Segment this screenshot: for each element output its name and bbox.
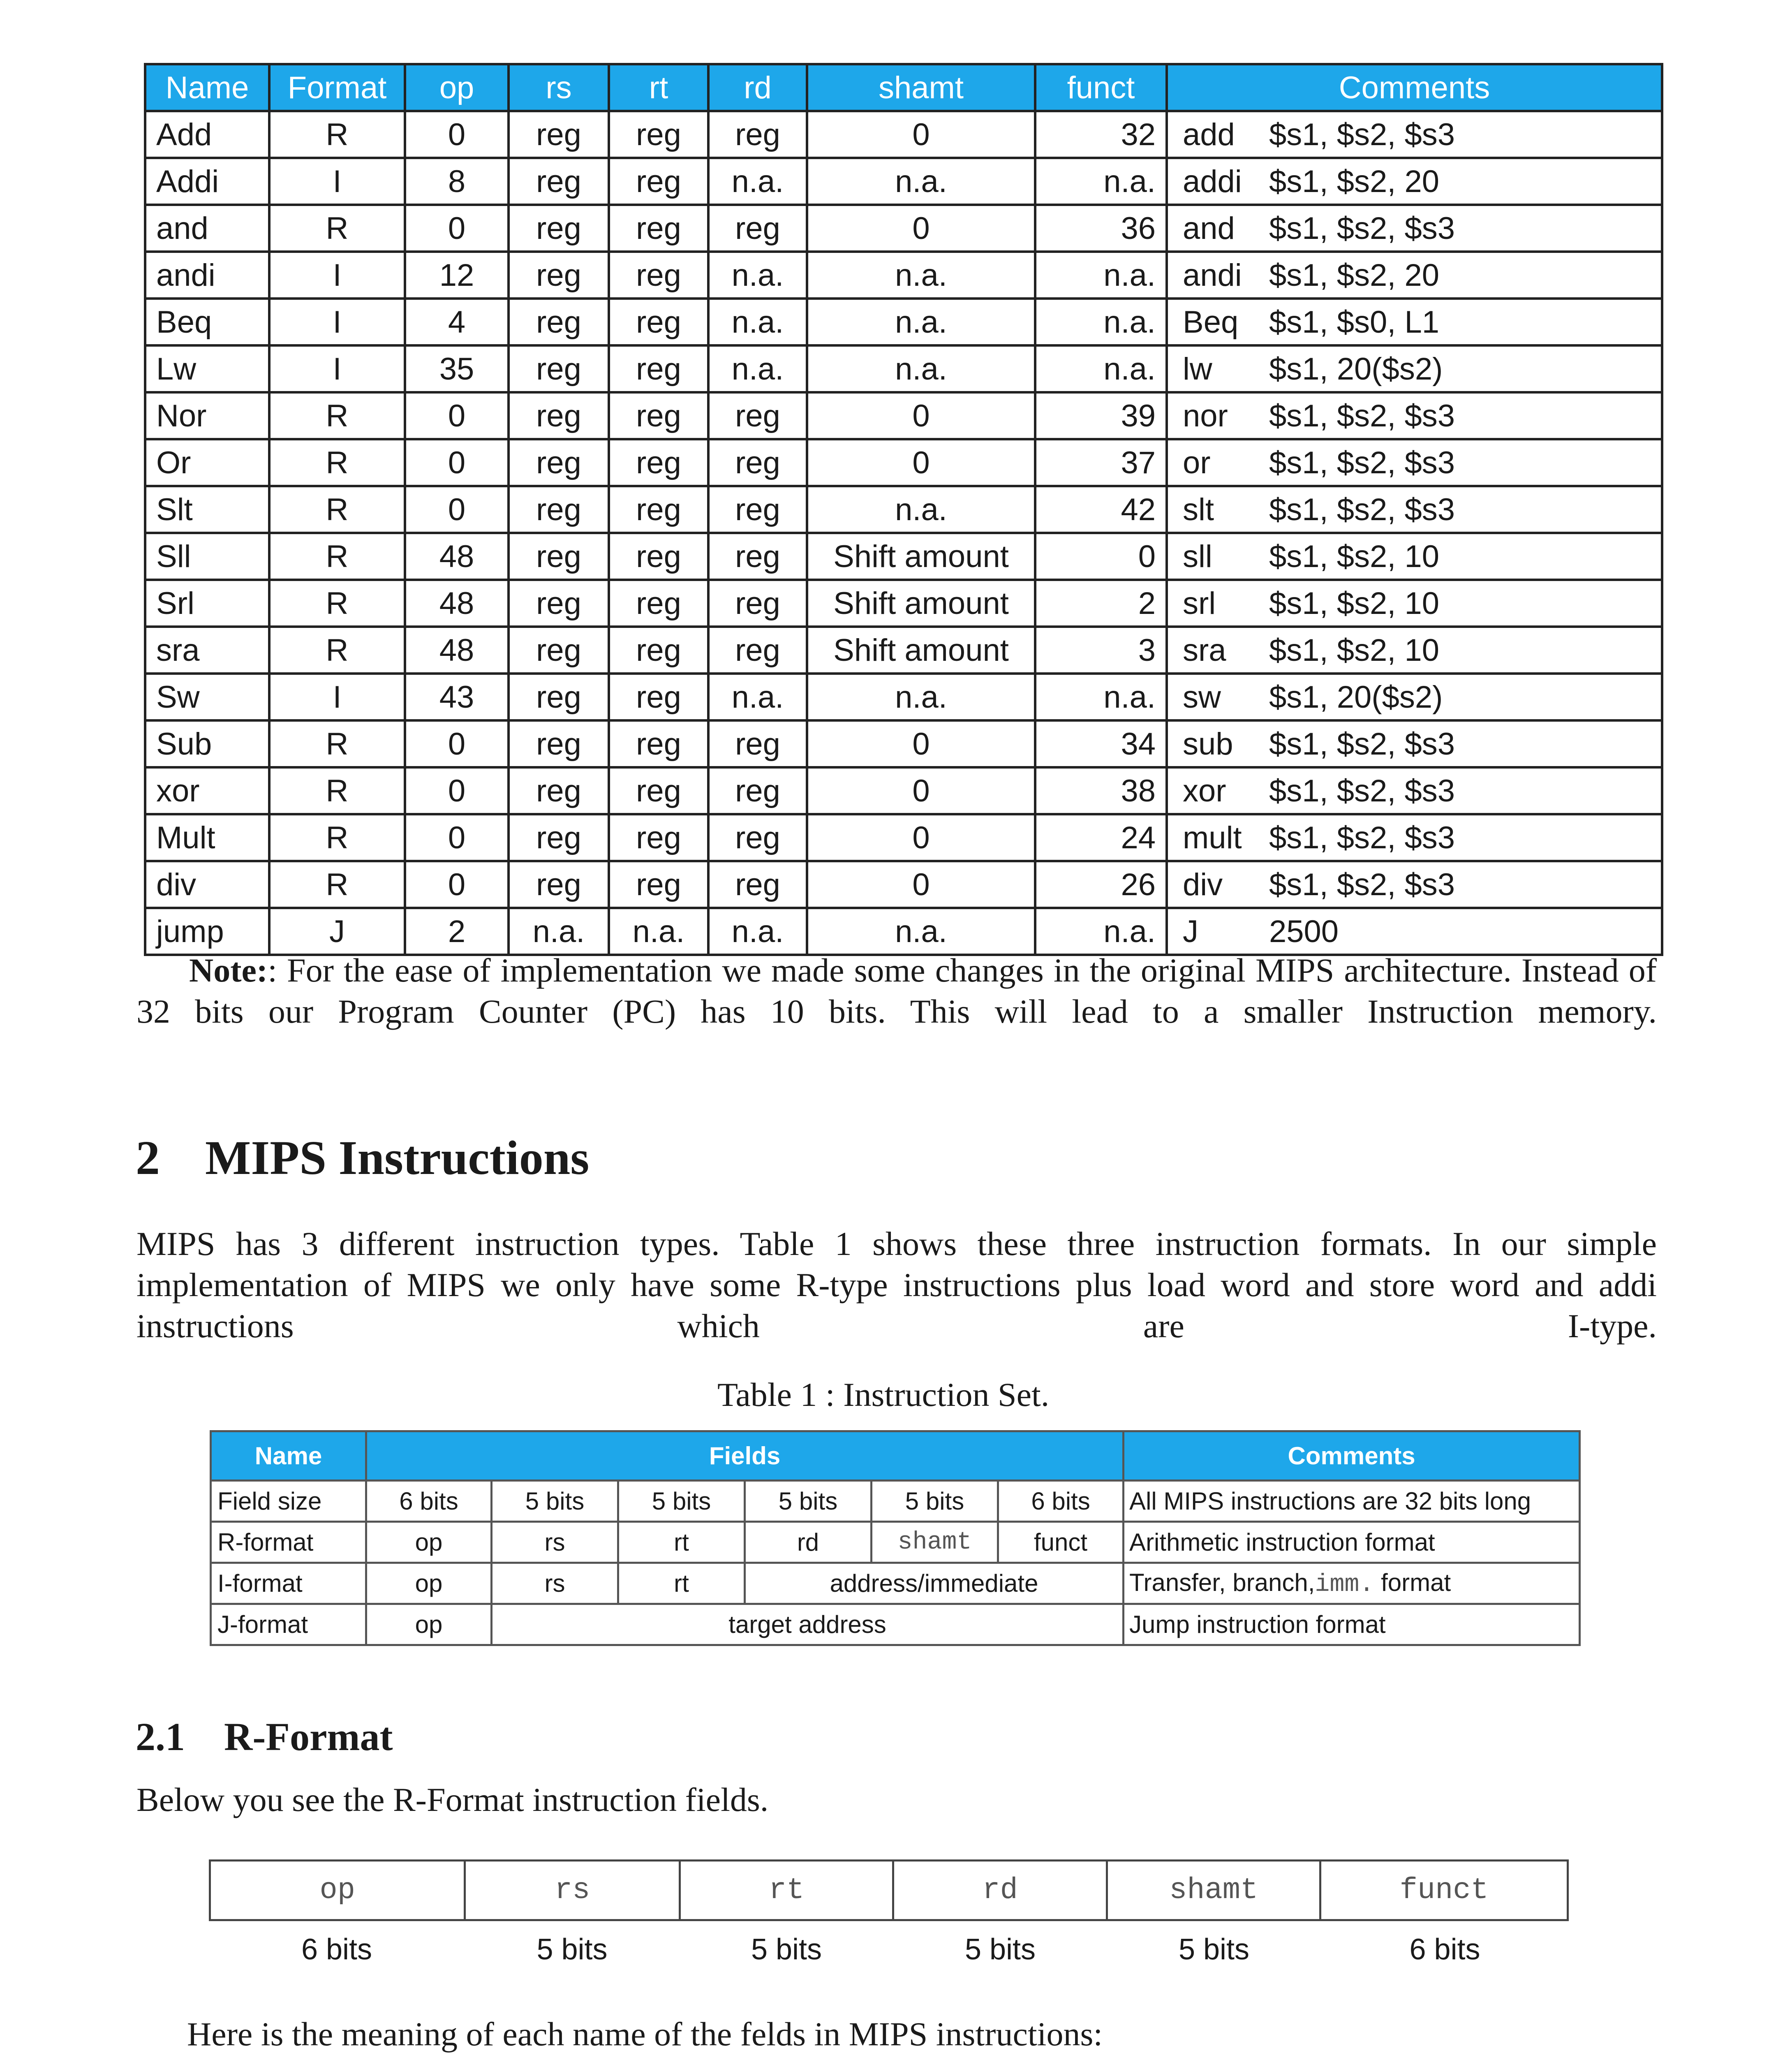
cell-rd: reg — [708, 720, 807, 767]
rformat-size-rt: 5 bits — [751, 1933, 822, 1966]
cell-rt: n.a. — [609, 908, 708, 955]
header-rt: rt — [609, 64, 708, 111]
rformat-field-rs: rs — [466, 1862, 680, 1919]
cell-op: 0 — [405, 392, 509, 439]
cell-rd: reg — [708, 767, 807, 814]
cell-rs: reg — [509, 439, 609, 486]
section-2-body: MIPS has 3 different instruction types. Table 1 shows these three instruction formats. In our simple implementation of MIPS we only have some R-type instructions plus load word and store word and addi instructions which are I-type. — [136, 1225, 1657, 1345]
format-cell: 5 bits — [618, 1481, 745, 1522]
comment-mnemonic: sra — [1183, 632, 1226, 668]
cell-comment — [1167, 158, 1662, 205]
rformat-field-rd: rd — [894, 1862, 1108, 1919]
cell-funct: n.a. — [1035, 674, 1167, 720]
cell-format: R — [269, 580, 405, 627]
cell-rs: reg — [509, 767, 609, 814]
cell-op: 0 — [405, 767, 509, 814]
cell-name: Sub — [145, 720, 269, 767]
format-cell: rt — [618, 1522, 745, 1563]
format-header-name: Name — [211, 1431, 366, 1481]
cell-shamt: n.a. — [807, 299, 1035, 345]
rformat-field-funct: funct — [1399, 1873, 1489, 1907]
comment-mnemonic: mult — [1183, 820, 1242, 855]
cell-rd: n.a. — [708, 158, 807, 205]
cell-rs: reg — [509, 392, 609, 439]
instruction-row — [145, 205, 1662, 252]
cell-name: Or — [145, 439, 269, 486]
rformat-field-shamt: shamt — [1108, 1862, 1322, 1919]
instruction-set-table — [144, 63, 1663, 956]
comment-mnemonic: addi — [1183, 164, 1242, 199]
comment-operands: $s1, $s2, $s3 — [1269, 211, 1455, 246]
instruction-row — [145, 674, 1662, 720]
cell-name: Lw — [145, 345, 269, 392]
cell-comment — [1167, 205, 1662, 252]
rformat-size-shamt: 5 bits — [1178, 1933, 1250, 1966]
rformat-size-rd: 5 bits — [964, 1933, 1036, 1966]
cell-op: 0 — [405, 720, 509, 767]
rformat-field-rt: rt — [681, 1862, 895, 1919]
comment-operands: 2500 — [1269, 914, 1339, 949]
format-cell: 6 bits — [366, 1481, 492, 1522]
cell-funct: n.a. — [1035, 158, 1167, 205]
cell-funct: 3 — [1035, 627, 1167, 674]
comment-operands: $s1, $s2, 20 — [1269, 257, 1440, 293]
table-1-caption: Table 1 : Instruction Set. — [717, 1376, 1050, 1413]
comment-mnemonic: J — [1183, 914, 1198, 949]
format-cell: op — [366, 1604, 492, 1645]
cell-shamt: n.a. — [807, 908, 1035, 955]
format-cell: rt — [618, 1563, 745, 1604]
cell-comment — [1167, 252, 1662, 299]
instruction-table-body — [145, 111, 1662, 955]
cell-funct: 34 — [1035, 720, 1167, 767]
cell-name: Add — [145, 111, 269, 158]
cell-format: R — [269, 439, 405, 486]
comment-mnemonic: xor — [1183, 773, 1226, 808]
format-cell: 5 bits — [872, 1481, 998, 1522]
header-format: Format — [269, 64, 405, 111]
section-2-1-body: Below you see the R-Format instruction fields. — [136, 1781, 769, 1818]
cell-rd: n.a. — [708, 908, 807, 955]
cell-format: R — [269, 205, 405, 252]
comment-operands: $s1, $s2, 20 — [1269, 164, 1440, 199]
cell-funct: 2 — [1035, 580, 1167, 627]
cell-rd: n.a. — [708, 299, 807, 345]
cell-format: R — [269, 861, 405, 908]
cell-rt: reg — [609, 486, 708, 533]
cell-format: R — [269, 392, 405, 439]
cell-rd: reg — [708, 392, 807, 439]
cell-funct: 26 — [1035, 861, 1167, 908]
cell-rt: reg — [609, 580, 708, 627]
section-2-number: 2 — [136, 1131, 160, 1185]
cell-name: xor — [145, 767, 269, 814]
instruction-row — [145, 580, 1662, 627]
format-cell: op — [366, 1522, 492, 1563]
cell-shamt: 0 — [807, 111, 1035, 158]
format-table-header — [211, 1431, 1580, 1481]
cell-name: jump — [145, 908, 269, 955]
instruction-row — [145, 767, 1662, 814]
cell-name: Srl — [145, 580, 269, 627]
cell-rt: reg — [609, 111, 708, 158]
cell-shamt: 0 — [807, 205, 1035, 252]
cell-rt: reg — [609, 627, 708, 674]
instruction-row — [145, 533, 1662, 580]
cell-name: Slt — [145, 486, 269, 533]
comment-operands: $s1, $s2, $s3 — [1269, 773, 1455, 808]
cell-name: Sll — [145, 533, 269, 580]
cell-format: R — [269, 767, 405, 814]
comment-operands: $s1, $s2, $s3 — [1269, 398, 1455, 433]
cell-op: 0 — [405, 486, 509, 533]
cell-rd: n.a. — [708, 252, 807, 299]
cell-comment — [1167, 392, 1662, 439]
cell-funct: 36 — [1035, 205, 1167, 252]
cell-rd: n.a. — [708, 345, 807, 392]
cell-rd: n.a. — [708, 674, 807, 720]
instruction-row — [145, 252, 1662, 299]
cell-rd: reg — [708, 814, 807, 861]
cell-comment — [1167, 439, 1662, 486]
cell-name: Nor — [145, 392, 269, 439]
comment-operands: $s1, $s2, 10 — [1269, 632, 1440, 668]
cell-comment — [1167, 627, 1662, 674]
cell-rd: reg — [708, 627, 807, 674]
cell-comment — [1167, 674, 1662, 720]
format-comment-a: Transfer, branch, — [1129, 1568, 1315, 1596]
cell-rt: reg — [609, 674, 708, 720]
format-comment-c: format — [1374, 1568, 1451, 1596]
cell-name: Beq — [145, 299, 269, 345]
cell-op: 4 — [405, 299, 509, 345]
section-2-1-heading — [136, 1714, 393, 1760]
cell-shamt: n.a. — [807, 345, 1035, 392]
comment-operands: $s1, $s2, 10 — [1269, 586, 1440, 621]
cell-format: R — [269, 486, 405, 533]
cell-rd: reg — [708, 486, 807, 533]
cell-op: 0 — [405, 205, 509, 252]
format-cell: address/immediate — [745, 1563, 1124, 1604]
comment-mnemonic: slt — [1183, 492, 1214, 527]
cell-shamt: 0 — [807, 720, 1035, 767]
cell-rt: reg — [609, 205, 708, 252]
cell-format: R — [269, 627, 405, 674]
cell-shamt: 0 — [807, 814, 1035, 861]
note-paragraph — [136, 950, 1657, 1032]
comment-mnemonic: Beq — [1183, 304, 1239, 340]
instruction-row — [145, 861, 1662, 908]
cell-rs: reg — [509, 674, 609, 720]
comment-operands: $s1, $s0, L1 — [1269, 304, 1440, 340]
cell-op: 35 — [405, 345, 509, 392]
cell-op: 0 — [405, 111, 509, 158]
format-row-name: J-format — [211, 1604, 366, 1645]
note-label: Note: — [189, 952, 268, 989]
header-rs: rs — [509, 64, 609, 111]
cell-rt: reg — [609, 392, 708, 439]
cell-format: I — [269, 252, 405, 299]
header-rd: rd — [708, 64, 807, 111]
comment-operands: $s1, 20($s2) — [1269, 351, 1443, 387]
cell-comment — [1167, 111, 1662, 158]
format-comment: All MIPS instructions are 32 bits long — [1124, 1481, 1580, 1522]
cell-rt: reg — [609, 299, 708, 345]
instruction-row — [145, 627, 1662, 674]
header-funct: funct — [1035, 64, 1167, 111]
comment-operands: $s1, $s2, $s3 — [1269, 726, 1455, 762]
rformat-size-funct: 6 bits — [1409, 1933, 1480, 1966]
cell-funct: 24 — [1035, 814, 1167, 861]
cell-rs: reg — [509, 205, 609, 252]
cell-comment — [1167, 814, 1662, 861]
rformat-size-op: 6 bits — [301, 1933, 372, 1966]
cell-funct: 0 — [1035, 533, 1167, 580]
cell-format: I — [269, 158, 405, 205]
format-cell: rs — [492, 1522, 618, 1563]
comment-mnemonic: andi — [1183, 257, 1242, 293]
comment-mnemonic: srl — [1183, 586, 1216, 621]
cell-shamt: 0 — [807, 767, 1035, 814]
cell-rd: reg — [708, 111, 807, 158]
header-shamt: shamt — [807, 64, 1035, 111]
format-row-name: R-format — [211, 1522, 366, 1563]
cell-rt: reg — [609, 720, 708, 767]
cell-funct: 42 — [1035, 486, 1167, 533]
cell-format: I — [269, 674, 405, 720]
cell-op: 0 — [405, 861, 509, 908]
cell-format: R — [269, 720, 405, 767]
cell-rt: reg — [609, 814, 708, 861]
instruction-row — [145, 392, 1662, 439]
cell-shamt: 0 — [807, 861, 1035, 908]
comment-mnemonic: add — [1183, 117, 1235, 152]
format-cell: shamt — [872, 1522, 998, 1563]
cell-op: 2 — [405, 908, 509, 955]
cell-name: and — [145, 205, 269, 252]
comment-operands: $s1, $s2, $s3 — [1269, 820, 1455, 855]
cell-rs: reg — [509, 252, 609, 299]
comment-operands: $s1, 20($s2) — [1269, 679, 1443, 715]
fields-meaning-intro: Here is the meaning of each name of the felds in MIPS instructions: — [187, 2015, 1103, 2053]
cell-shamt: n.a. — [807, 674, 1035, 720]
format-comment-b: imm. — [1315, 1570, 1374, 1599]
comment-operands: $s1, $s2, $s3 — [1269, 492, 1455, 527]
comment-operands: $s1, $s2, 10 — [1269, 539, 1440, 574]
cell-shamt: n.a. — [807, 252, 1035, 299]
cell-comment — [1167, 908, 1662, 955]
cell-funct: 32 — [1035, 111, 1167, 158]
rformat-fields-box — [209, 1859, 1569, 1921]
format-cell: target address — [492, 1604, 1124, 1645]
format-header-fields: Fields — [366, 1431, 1124, 1481]
cell-rd: reg — [708, 580, 807, 627]
cell-rt: reg — [609, 861, 708, 908]
cell-op: 48 — [405, 580, 509, 627]
format-comment — [1124, 1563, 1580, 1604]
cell-rt: reg — [609, 439, 708, 486]
cell-rs: reg — [509, 533, 609, 580]
cell-rd: reg — [708, 533, 807, 580]
header-op: op — [405, 64, 509, 111]
cell-rs: reg — [509, 627, 609, 674]
cell-funct: 37 — [1035, 439, 1167, 486]
cell-op: 8 — [405, 158, 509, 205]
cell-rd: reg — [708, 439, 807, 486]
comment-operands: $s1, $s2, $s3 — [1269, 117, 1455, 152]
cell-rs: reg — [509, 720, 609, 767]
comment-mnemonic: or — [1183, 445, 1211, 480]
cell-comment — [1167, 720, 1662, 767]
format-comment: Jump instruction format — [1124, 1604, 1580, 1645]
cell-funct: n.a. — [1035, 252, 1167, 299]
format-cell: 6 bits — [998, 1481, 1124, 1522]
cell-op: 12 — [405, 252, 509, 299]
cell-op: 48 — [405, 533, 509, 580]
format-row-r — [211, 1522, 1580, 1563]
cell-rs: reg — [509, 580, 609, 627]
section-2-heading — [136, 1130, 589, 1186]
cell-rt: reg — [609, 767, 708, 814]
instruction-row — [145, 720, 1662, 767]
cell-comment — [1167, 580, 1662, 627]
cell-rs: reg — [509, 158, 609, 205]
cell-shamt: Shift amount — [807, 533, 1035, 580]
comment-mnemonic: nor — [1183, 398, 1228, 433]
cell-format: R — [269, 533, 405, 580]
format-row-i — [211, 1563, 1580, 1604]
rformat-field-sizes — [209, 1933, 1569, 1966]
cell-rs: reg — [509, 486, 609, 533]
cell-name: div — [145, 861, 269, 908]
cell-format: I — [269, 345, 405, 392]
cell-funct: 39 — [1035, 392, 1167, 439]
cell-rs: reg — [509, 111, 609, 158]
header-comments: Comments — [1167, 64, 1662, 111]
cell-rt: reg — [609, 252, 708, 299]
cell-rt: reg — [609, 345, 708, 392]
comment-mnemonic: sub — [1183, 726, 1233, 762]
cell-shamt: Shift amount — [807, 580, 1035, 627]
comment-mnemonic: lw — [1183, 351, 1212, 387]
instruction-row — [145, 908, 1662, 955]
section-2-1-title: R-Format — [224, 1715, 393, 1759]
cell-rs: n.a. — [509, 908, 609, 955]
cell-rs: reg — [509, 861, 609, 908]
cell-op: 0 — [405, 439, 509, 486]
cell-comment — [1167, 345, 1662, 392]
comment-mnemonic: and — [1183, 211, 1235, 246]
rformat-field-op: op — [211, 1862, 466, 1919]
format-row-name: I-format — [211, 1563, 366, 1604]
cell-rs: reg — [509, 814, 609, 861]
cell-name: Sw — [145, 674, 269, 720]
cell-shamt: 0 — [807, 392, 1035, 439]
format-cell: funct — [998, 1522, 1124, 1563]
format-cell: op — [366, 1563, 492, 1604]
cell-comment — [1167, 767, 1662, 814]
cell-shamt: n.a. — [807, 486, 1035, 533]
cell-rd: reg — [708, 205, 807, 252]
format-cell: 5 bits — [745, 1481, 872, 1522]
section-2-title: MIPS Instructions — [205, 1131, 590, 1185]
cell-funct: n.a. — [1035, 908, 1167, 955]
cell-rt: reg — [609, 158, 708, 205]
cell-funct: 38 — [1035, 767, 1167, 814]
cell-shamt: Shift amount — [807, 627, 1035, 674]
note-text: : For the ease of implementation we made some changes in the original MIPS architecture. Instead of 32 bits our Program Counter (PC) has 10 bits. This will lead to a smaller Instruction memory. — [136, 952, 1657, 1030]
comment-operands: $s1, $s2, $s3 — [1269, 867, 1455, 902]
cell-rs: reg — [509, 299, 609, 345]
format-row-name: Field size — [211, 1481, 366, 1522]
cell-name: sra — [145, 627, 269, 674]
cell-funct: n.a. — [1035, 345, 1167, 392]
cell-format: R — [269, 111, 405, 158]
cell-format: R — [269, 814, 405, 861]
format-row-j — [211, 1604, 1580, 1645]
cell-rs: reg — [509, 345, 609, 392]
instruction-table-header — [145, 64, 1662, 111]
cell-shamt: n.a. — [807, 158, 1035, 205]
cell-shamt: 0 — [807, 439, 1035, 486]
instruction-row — [145, 486, 1662, 533]
cell-rt: reg — [609, 533, 708, 580]
instruction-row — [145, 158, 1662, 205]
cell-format: J — [269, 908, 405, 955]
cell-op: 43 — [405, 674, 509, 720]
cell-name: Addi — [145, 158, 269, 205]
comment-operands: $s1, $s2, $s3 — [1269, 445, 1455, 480]
cell-name: andi — [145, 252, 269, 299]
format-cell: rs — [492, 1563, 618, 1604]
format-header-comments: Comments — [1124, 1431, 1580, 1481]
cell-comment — [1167, 299, 1662, 345]
cell-comment — [1167, 861, 1662, 908]
header-name: Name — [145, 64, 269, 111]
comment-mnemonic: sll — [1183, 539, 1212, 574]
rformat-size-rs: 5 bits — [536, 1933, 608, 1966]
instruction-row — [145, 439, 1662, 486]
comment-mnemonic: sw — [1183, 679, 1221, 715]
cell-format: I — [269, 299, 405, 345]
format-comment: Arithmetic instruction format — [1124, 1522, 1580, 1563]
cell-rd: reg — [708, 861, 807, 908]
cell-comment — [1167, 533, 1662, 580]
instruction-row — [145, 345, 1662, 392]
instruction-row — [145, 111, 1662, 158]
instruction-row — [145, 814, 1662, 861]
cell-name: Mult — [145, 814, 269, 861]
cell-funct: n.a. — [1035, 299, 1167, 345]
format-cell: rd — [745, 1522, 872, 1563]
comment-mnemonic: div — [1183, 867, 1223, 902]
format-row-field-size — [211, 1481, 1580, 1522]
instruction-row — [145, 299, 1662, 345]
cell-comment — [1167, 486, 1662, 533]
format-cell: 5 bits — [492, 1481, 618, 1522]
cell-op: 48 — [405, 627, 509, 674]
section-2-1-number: 2.1 — [136, 1715, 185, 1759]
instruction-format-table — [210, 1430, 1581, 1646]
cell-op: 0 — [405, 814, 509, 861]
